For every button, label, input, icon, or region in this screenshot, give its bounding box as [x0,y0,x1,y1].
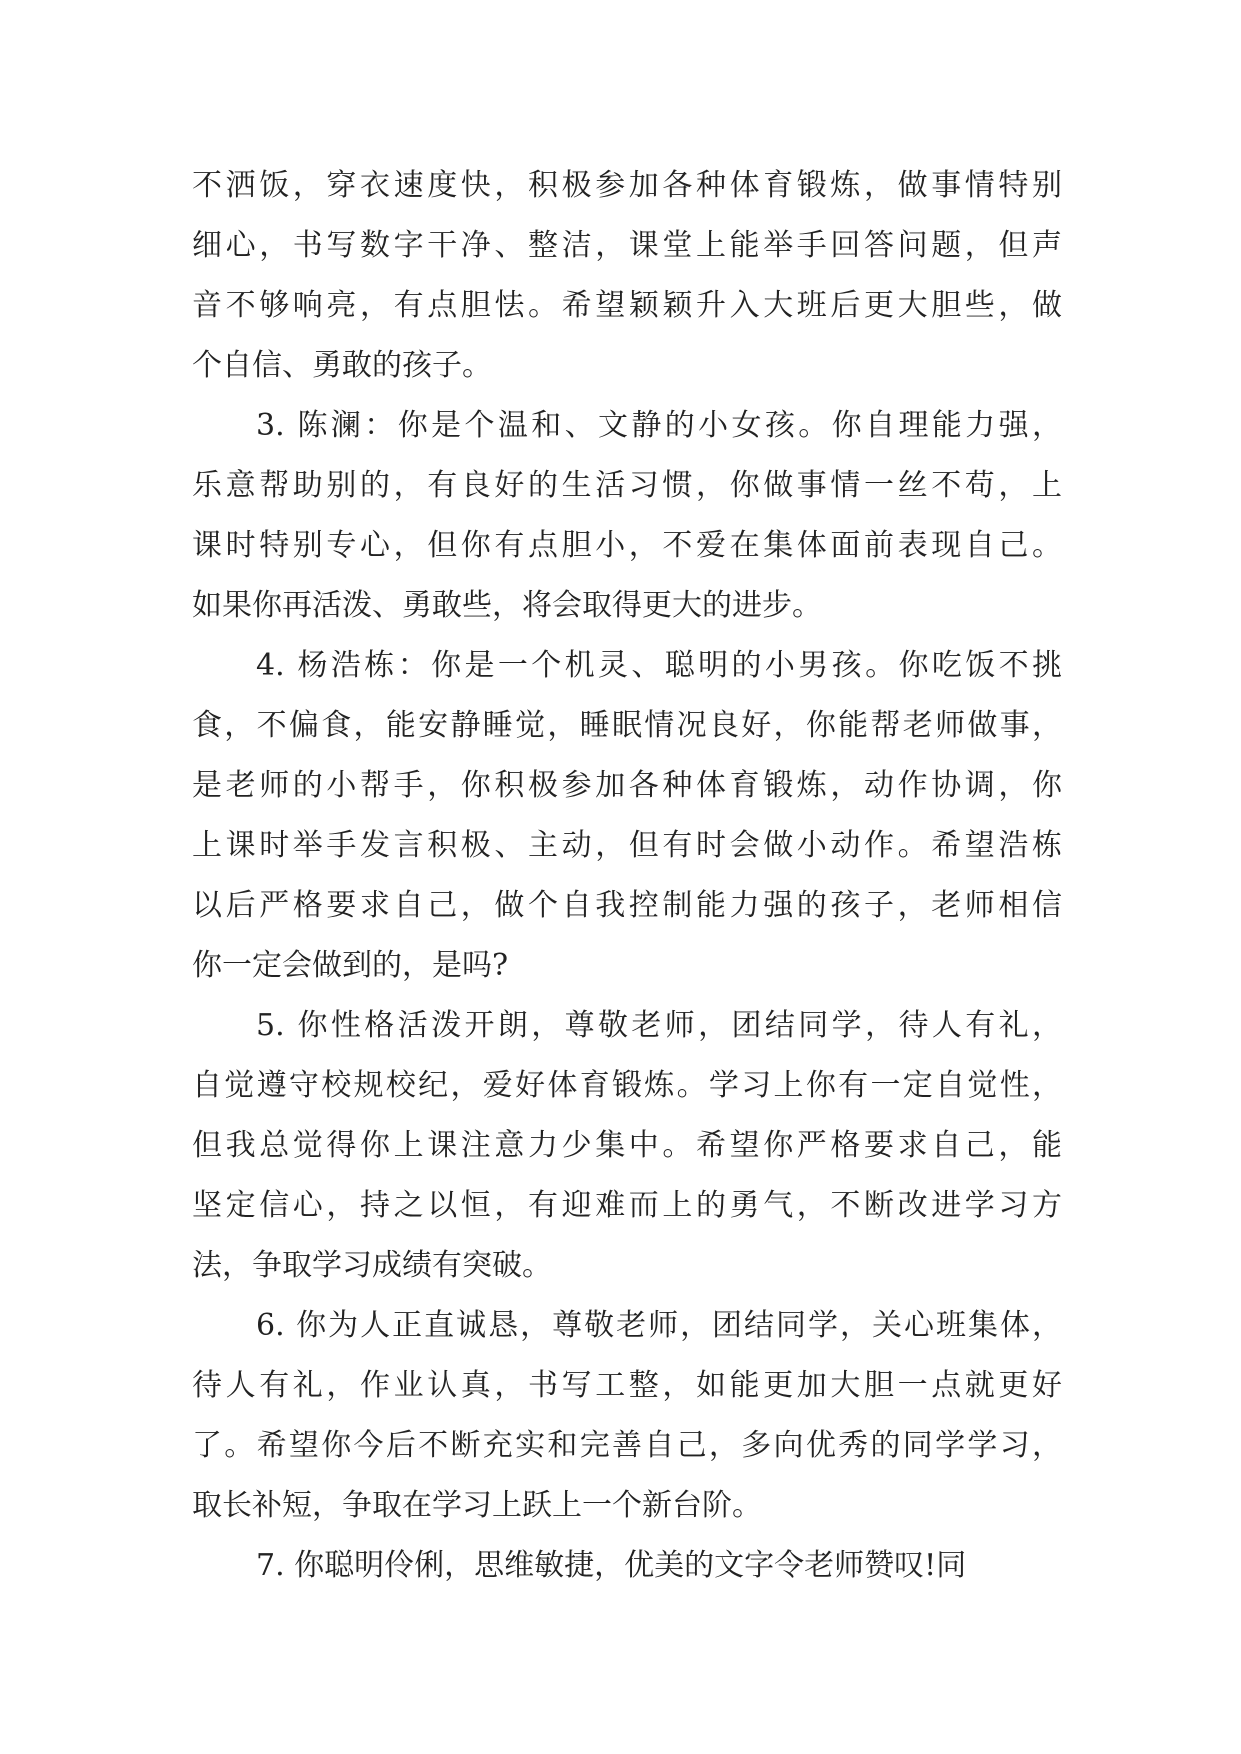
text-line: 不洒饭，穿衣速度快，积极参加各种体育锻炼，做事情特别 [192,168,1062,203]
text-line: 自觉遵守校规校纪，爱好体育锻炼。学习上你有一定自觉性， [192,1068,1062,1103]
text-line: 食，不偏食，能安静睡觉，睡眠情况良好，你能帮老师做事， [192,708,1062,743]
text-line: 待人有礼，作业认真，书写工整，如能更加大胆一点就更好 [192,1368,1062,1403]
text-line: 上课时举手发言积极、主动，但有时会做小动作。希望浩栋 [192,828,1062,863]
text-line: 乐意帮助别的，有良好的生活习惯，你做事情一丝不苟，上 [192,468,1062,503]
text-line: 课时特别专心，但你有点胆小，不爱在集体面前表现自己。 [192,528,1062,563]
text-line: 法，争取学习成绩有突破。 [192,1248,552,1283]
text-line: 你一定会做到的，是吗? [192,948,509,983]
paragraph-7-first-line: 7. 你聪明伶俐，思维敏捷，优美的文字令老师赞叹!同 [256,1548,967,1583]
text-line: 是老师的小帮手，你积极参加各种体育锻炼，动作协调，你 [192,768,1062,803]
text-line: 但我总觉得你上课注意力少集中。希望你严格要求自己，能 [192,1128,1062,1163]
text-line: 坚定信心，持之以恒，有迎难而上的勇气，不断改进学习方 [192,1188,1062,1223]
text-line: 以后严格要求自己，做个自我控制能力强的孩子，老师相信 [192,888,1062,923]
paragraph-5-first-line: 5. 你性格活泼开朗，尊敬老师，团结同学，待人有礼， [256,1008,1062,1043]
text-line: 如果你再活泼、勇敢些，将会取得更大的进步。 [192,588,822,623]
paragraph-4-first-line: 4. 杨浩栋：你是一个机灵、聪明的小男孩。你吃饭不挑 [256,648,1062,683]
text-line: 个自信、勇敢的孩子。 [192,348,492,383]
text-line: 细心，书写数字干净、整洁，课堂上能举手回答问题，但声 [192,228,1062,263]
text-line: 音不够响亮，有点胆怯。希望颖颖升入大班后更大胆些，做 [192,288,1062,323]
paragraph-6-first-line: 6. 你为人正直诚恳，尊敬老师，团结同学，关心班集体， [256,1308,1062,1343]
text-line: 取长补短，争取在学习上跃上一个新台阶。 [192,1488,762,1523]
paragraph-3-first-line: 3. 陈澜：你是个温和、文静的小女孩。你自理能力强， [256,408,1062,443]
body-text [192,156,1062,1596]
text-line: 了。希望你今后不断充实和完善自己，多向优秀的同学学习， [192,1428,1062,1463]
